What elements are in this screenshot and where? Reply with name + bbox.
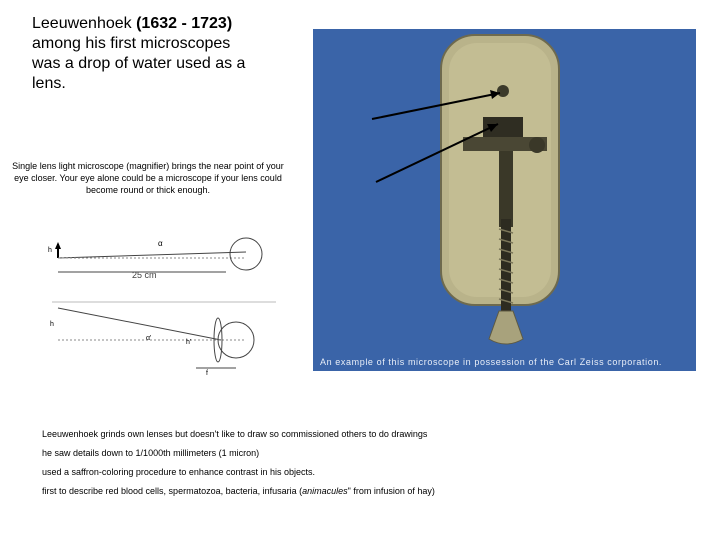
label-h-prime: h' — [186, 339, 192, 346]
note-item: used a saffron-coloring procedure to enhance contrast in his objects. — [42, 467, 315, 477]
label-h-bottom: h — [50, 321, 54, 328]
notes-list — [42, 428, 602, 504]
lens-arrowhead — [490, 90, 500, 99]
stage-arrow — [376, 124, 498, 182]
note-item: Leeuwenhoek grinds own lenses but doesn't like to draw so commissioned others to do drawings — [42, 429, 428, 439]
magnifier-caption: Single lens light microscope (magnifier) brings the near point of your eye closer. Your eye alone could be a microscope if your lens could become round or thick enough. — [12, 161, 284, 195]
label-alpha: α — [158, 239, 163, 248]
note-item: he saw details down to 1/1000th millimeters (1 micron) — [42, 448, 260, 458]
photo-caption: An example of this microscope in possession of the Carl Zeiss corporation. — [320, 357, 663, 367]
label-distance: 25 cm — [132, 270, 157, 280]
note-item — [42, 485, 602, 497]
note-text: first to describe red blood cells, spermatozoa, bacteria, infusaria ( — [42, 486, 303, 496]
title-years: (1632 - 1723) — [136, 15, 233, 32]
label-alpha-prime: α' — [146, 335, 152, 342]
title-rest: among his first microscopes was a drop of water used as a lens. — [32, 35, 246, 92]
lens-arrow — [372, 93, 500, 119]
label-f: f — [206, 370, 208, 377]
note-emphasis: animacules — [302, 486, 348, 496]
title-name: Leeuwenhoek — [32, 15, 137, 32]
magnifier-diagram — [46, 222, 276, 377]
label-h-top: h — [48, 247, 52, 254]
note-text: " from infusion of hay) — [347, 486, 435, 496]
